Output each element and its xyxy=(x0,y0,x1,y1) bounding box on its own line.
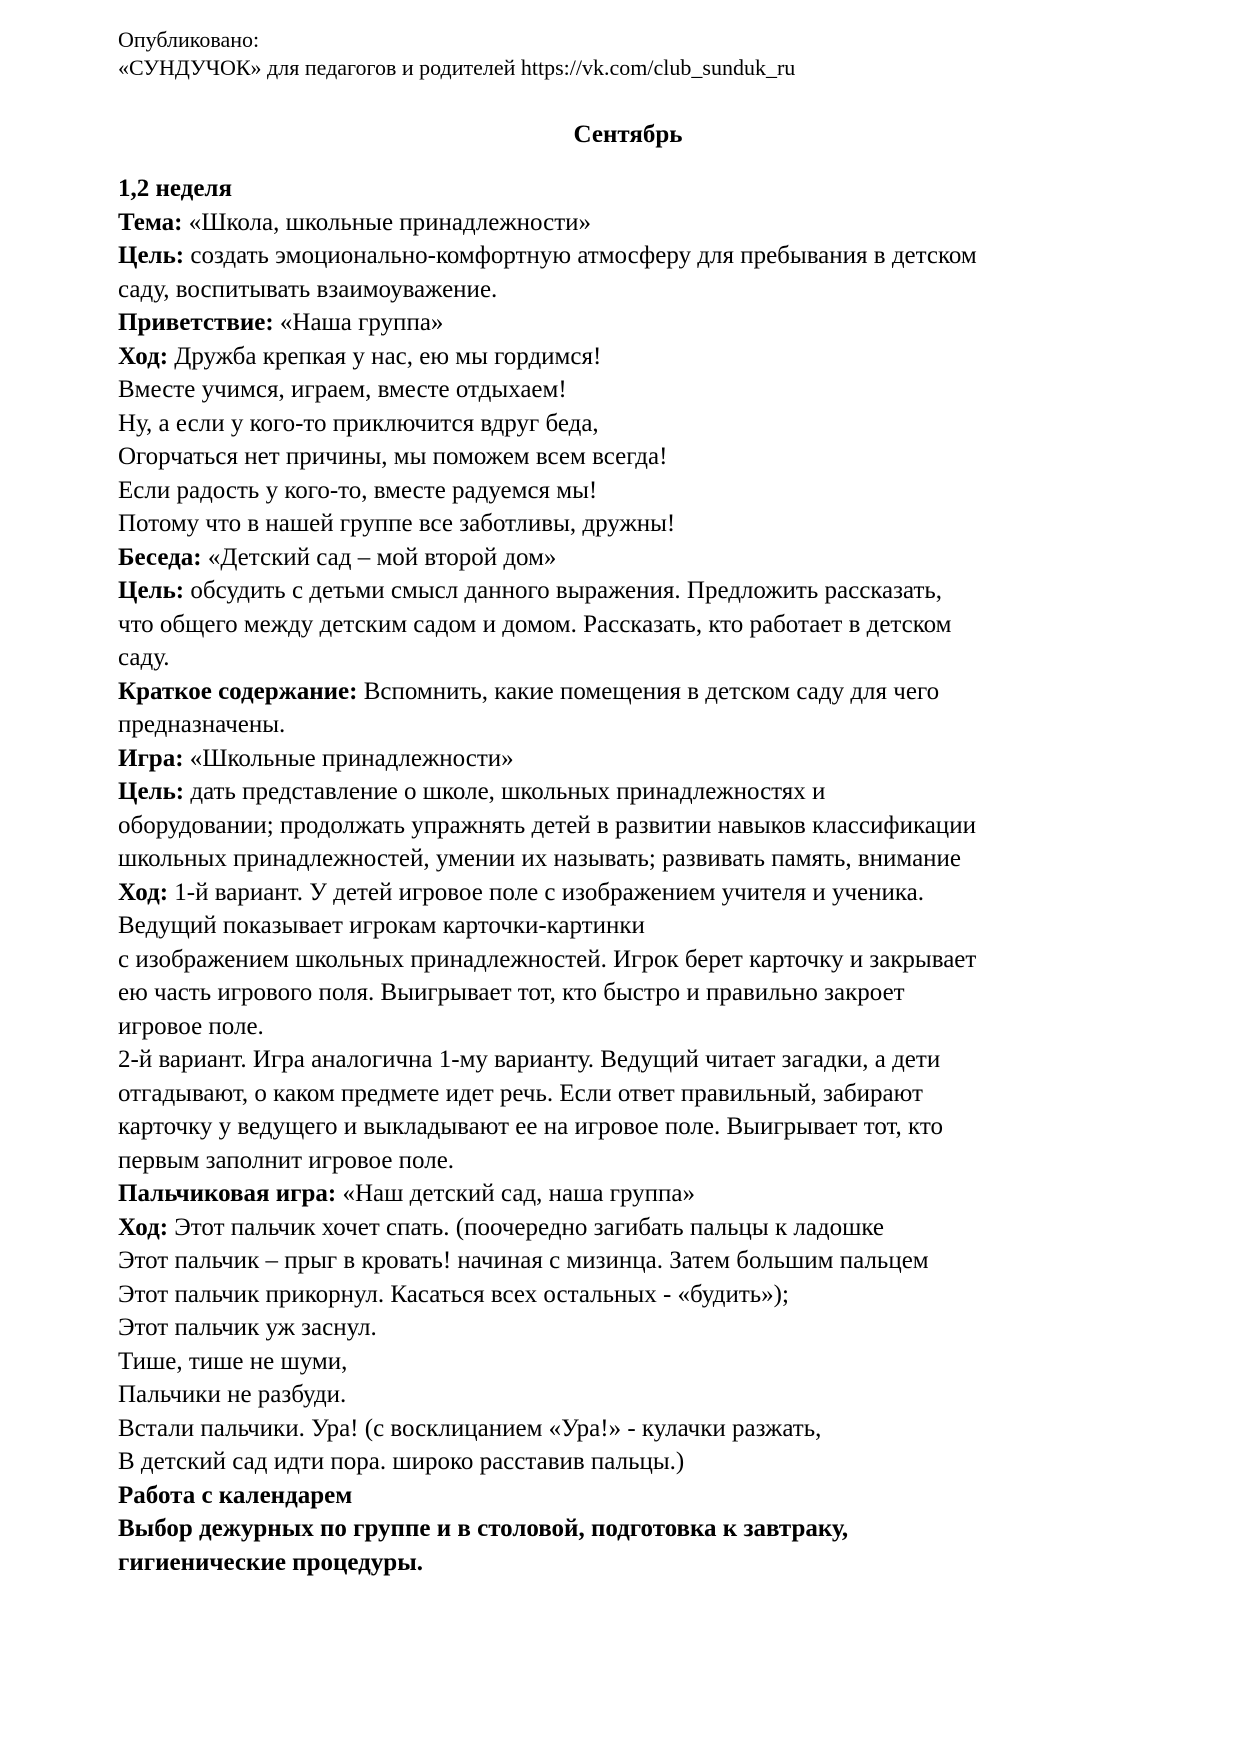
finger-course-text: Этот пальчик хочет спать. (поочередно загибать пальцы к ладошке xyxy=(168,1213,885,1241)
greeting-line xyxy=(118,306,1138,340)
finger-game-label: Пальчиковая игра: xyxy=(118,1180,337,1207)
poem-line: Если радость у кого-то, вместе радуемся мы! xyxy=(118,476,598,504)
goal1-line1 xyxy=(118,239,1138,273)
theme-text: «Школа, школьные принадлежности» xyxy=(182,208,591,236)
goal3-line1 xyxy=(118,775,1138,809)
finger-game-line xyxy=(118,1177,1138,1211)
theme-label: Тема: xyxy=(118,208,183,236)
header-published-label: Опубликовано: xyxy=(118,27,260,52)
page-title: Сентябрь xyxy=(573,121,683,148)
game-course-line: первым заполнит игровое поле. xyxy=(118,1146,455,1174)
game-course-line: карточку у ведущего и выкладывают ее на игровое поле. Выигрывает тот, кто xyxy=(118,1113,943,1140)
duty-line2: гигиенические процедуры. xyxy=(118,1548,423,1576)
finger-course-line: В детский сад идти пора. широко расставив пальцы.) xyxy=(118,1448,685,1475)
game-course-text: 1-й вариант. У детей игровое поле с изображением учителя и ученика. xyxy=(168,878,925,906)
game-course-line: с изображением школьных принадлежностей. Игрок берет карточку и закрывает xyxy=(118,945,977,973)
game-course-line: игровое поле. xyxy=(118,1012,264,1040)
goal2-line1 xyxy=(118,574,1138,608)
goal2-label: Цель: xyxy=(118,577,185,604)
greeting-label: Приветствие: xyxy=(118,309,274,336)
greeting-course-line1 xyxy=(118,340,1138,374)
goal1-line2: саду, воспитывать взаимоуважение. xyxy=(118,275,498,303)
talk-label: Беседа: xyxy=(118,543,202,571)
goal3-line2: оборудовании; продолжать упражнять детей в развитии навыков классификации xyxy=(118,811,976,839)
finger-game-text: «Наш детский сад, наша группа» xyxy=(336,1180,695,1207)
poem-line: Вместе учимся, играем, вместе отдыхаем! xyxy=(118,376,567,403)
finger-course-line: Этот пальчик уж заснул. xyxy=(118,1314,377,1341)
game-course-line: ею часть игрового поля. Выигрывает тот, кто быстро и правильно закроет xyxy=(118,979,905,1006)
week-heading: 1,2 неделя xyxy=(118,175,232,202)
document-body xyxy=(118,172,1138,1579)
talk-text: «Детский сад – мой второй дом» xyxy=(201,543,557,571)
game-line xyxy=(118,742,1138,776)
goal2-line2: что общего между детским садом и домом. Рассказать, кто работает в детском xyxy=(118,610,952,638)
theme-line xyxy=(118,206,1138,240)
goal3-line3: школьных принадлежностей, умении их называть; развивать память, внимание xyxy=(118,845,962,872)
finger-course-line: Встали пальчики. Ура! (с восклицанием «Ура!» - кулачки разжать, xyxy=(118,1414,822,1442)
poem-line: Огорчаться нет причины, мы поможем всем всегда! xyxy=(118,443,668,470)
summary-line1 xyxy=(118,675,1138,709)
goal1-label: Цель: xyxy=(118,242,185,269)
document-page xyxy=(118,26,1138,1579)
poem-line: Потому что в нашей группе все заботливы, дружны! xyxy=(118,510,676,537)
game-label: Игра: xyxy=(118,744,184,772)
finger-course-label: Ход: xyxy=(118,1213,169,1241)
game-course-line: 2-й вариант. Игра аналогична 1-му варианту. Ведущий читает загадки, а дети xyxy=(118,1046,941,1073)
goal3-label: Цель: xyxy=(118,778,185,805)
finger-course-line1 xyxy=(118,1211,1138,1245)
duty-line1: Выбор дежурных по группе и в столовой, подготовка к завтраку, xyxy=(118,1515,849,1542)
greeting-course-text: Дружба крепкая у нас, ею мы гордимся! xyxy=(168,342,602,370)
greeting-text: «Наша группа» xyxy=(273,309,444,336)
goal2-text: обсудить с детьми смысл данного выражения. Предложить рассказать, xyxy=(184,577,943,604)
finger-course-line: Этот пальчик – прыг в кровать! начиная с мизинца. Затем большим пальцем xyxy=(118,1247,929,1274)
game-text: «Школьные принадлежности» xyxy=(183,744,514,772)
finger-course-line: Тише, тише не шуми, xyxy=(118,1347,348,1375)
calendar-heading: Работа с календарем xyxy=(118,1481,353,1509)
publication-header xyxy=(118,26,1138,82)
summary-line2: предназначены. xyxy=(118,711,286,738)
poem-line: Ну, а если у кого-то приключится вдруг беда, xyxy=(118,409,599,437)
header-source-line: «СУНДУЧОК» для педагогов и родителей https://vk.com/club_sunduk_ru xyxy=(118,55,796,80)
summary-text: Вспомнить, какие помещения в детском саду для чего xyxy=(357,677,940,705)
finger-course-line: Пальчики не разбуди. xyxy=(118,1381,347,1408)
finger-course-line: Этот пальчик прикорнул. Касаться всех остальных - «будить»); xyxy=(118,1280,789,1308)
goal1-text: создать эмоционально-комфортную атмосферу для пребывания в детском xyxy=(184,242,977,269)
greeting-course-label: Ход: xyxy=(118,342,169,370)
game-course-line1 xyxy=(118,876,1138,910)
talk-line xyxy=(118,541,1138,575)
game-course-label: Ход: xyxy=(118,878,169,906)
summary-label: Краткое содержание: xyxy=(118,677,358,705)
goal3-text: дать представление о школе, школьных принадлежностях и xyxy=(184,778,826,805)
game-course-line: отгадывают, о каком предмете идет речь. Если ответ правильный, забирают xyxy=(118,1079,923,1107)
game-course-line: Ведущий показывает игрокам карточки-картинки xyxy=(118,912,645,939)
goal2-line3: саду. xyxy=(118,644,170,671)
